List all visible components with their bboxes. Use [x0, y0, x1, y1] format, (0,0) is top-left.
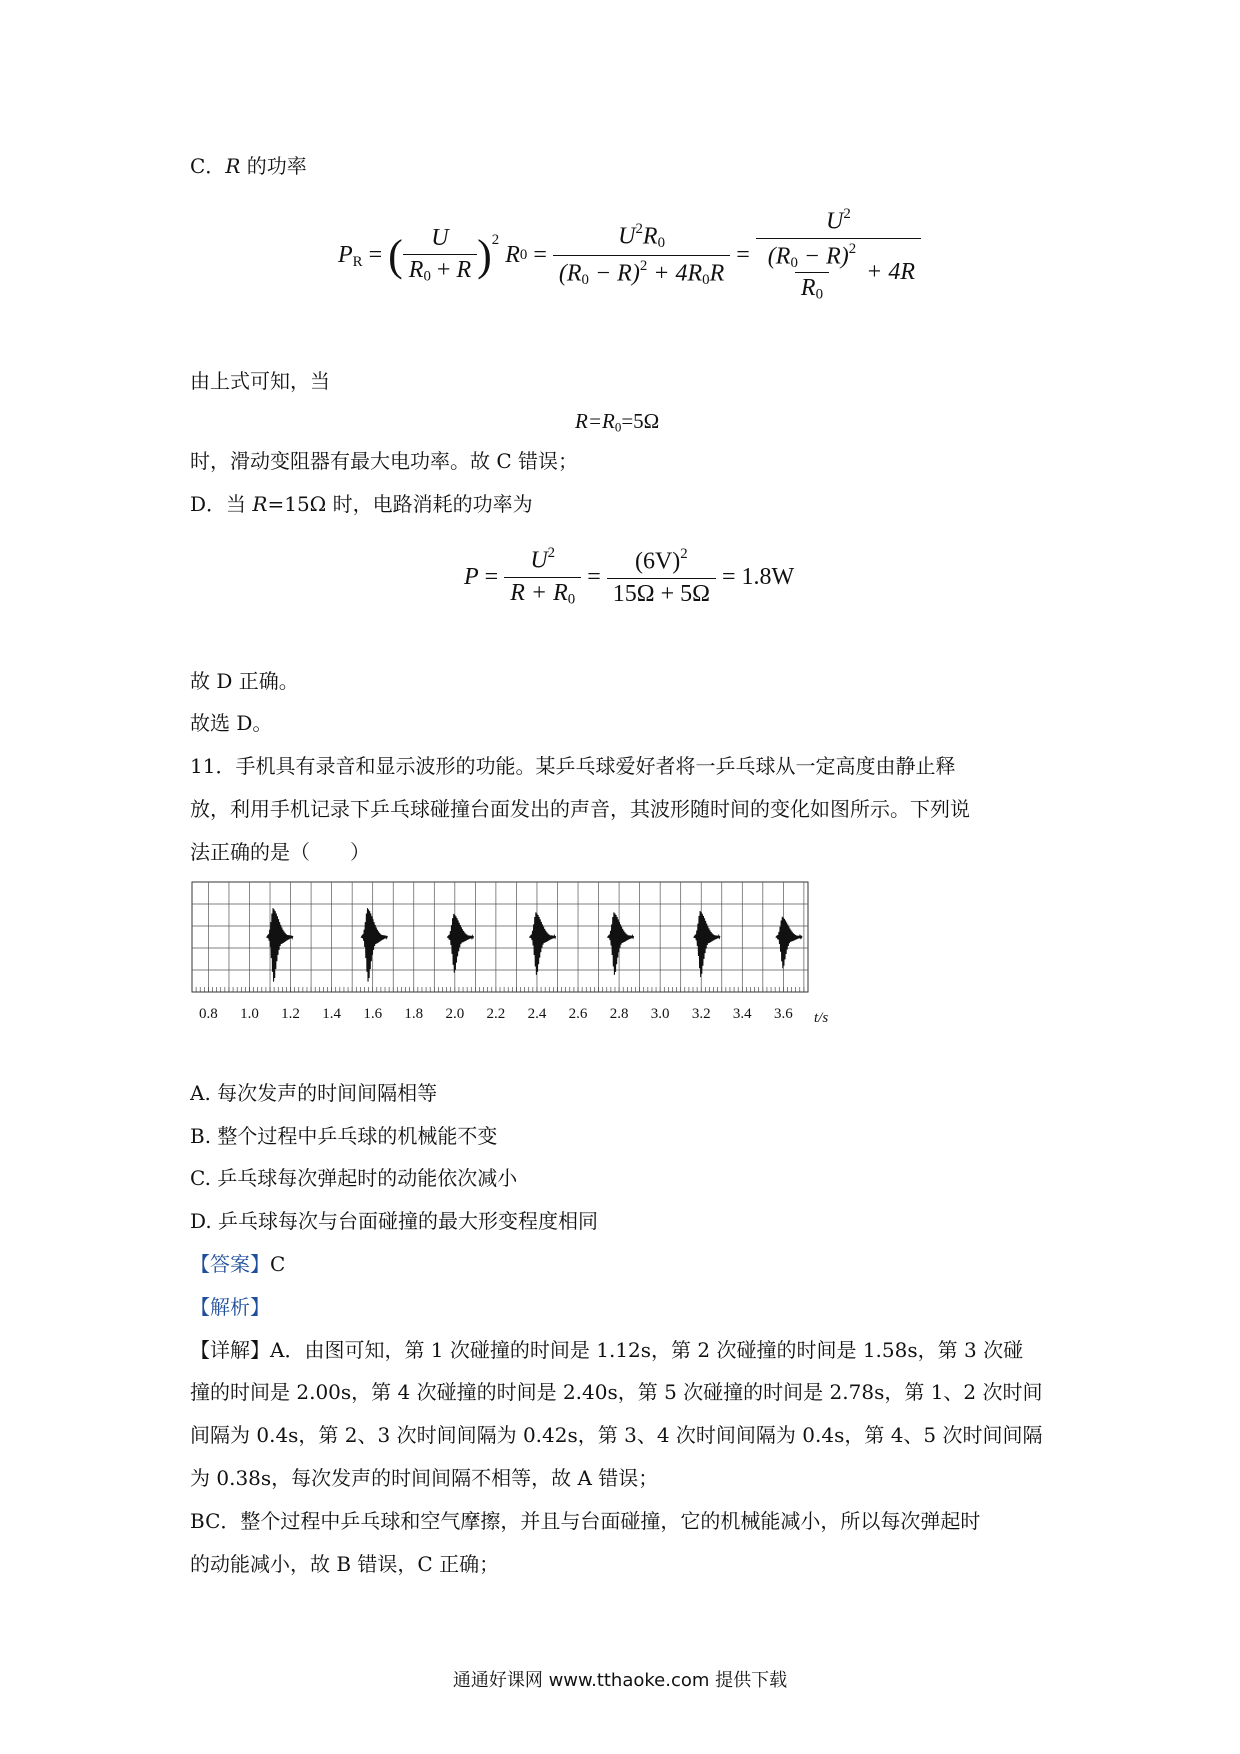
inner-fraction	[762, 241, 862, 304]
detail-line: 间隔为 0.4s，第 2、3 次时间间隔为 0.42s，第 3、4 次时间间隔为 0.4s，第 4、5 次时间间隔	[190, 1423, 1043, 1447]
sound-burst	[266, 908, 292, 981]
sq: 2	[848, 240, 857, 257]
sound-burst	[776, 917, 802, 968]
eq-sign: =	[533, 241, 547, 268]
detail-line: 撞的时间是 2.00s，第 4 次碰撞的时间是 2.40s，第 5 次碰撞的时间是 2.78s，第 1、2 次时间	[190, 1380, 1043, 1404]
x-tick-label: 3.2	[691, 1006, 711, 1022]
sub-zero: 0	[567, 591, 576, 608]
sound-burst	[529, 912, 555, 974]
paren-left: (	[388, 230, 403, 280]
eq-sign: =	[484, 563, 499, 590]
eq-sign: =	[736, 241, 750, 268]
sq: 2	[635, 221, 643, 238]
fraction-final	[756, 206, 921, 303]
text-d-correct: 故 D 正确。	[190, 669, 299, 693]
sub-zero: 0	[815, 286, 824, 303]
sq: 2	[680, 546, 688, 563]
numerator	[629, 546, 694, 577]
x-tick-label: 2.0	[445, 1006, 465, 1022]
x-tick-label: 2.2	[486, 1006, 506, 1022]
detail-line: BC．整个过程中乒乓球和空气摩擦，并且与台面碰撞，它的机械能减小，所以每次弹起时	[190, 1509, 981, 1533]
sound-burst	[361, 908, 387, 981]
denominator	[553, 255, 730, 289]
answer-tag: 【答案】	[190, 1252, 270, 1276]
x-tick-label: 1.8	[404, 1006, 424, 1022]
sound-burst	[447, 914, 473, 973]
paren-right: )	[477, 230, 492, 280]
plus: +	[430, 256, 457, 283]
sub-zero: 0	[790, 254, 798, 271]
text-when: 由上式可知，当	[190, 369, 330, 393]
answer-value: C	[270, 1252, 286, 1276]
detail-line: 的动能减小，故 B 错误，C 正确；	[190, 1552, 500, 1576]
b: − R)	[797, 243, 849, 270]
sub-zero: 0	[702, 271, 710, 288]
denominator	[403, 254, 477, 286]
x-tick-label: 3.4	[732, 1006, 752, 1022]
variable-r: R	[252, 492, 268, 516]
x-tick-label: 1.0	[240, 1006, 259, 1022]
option-c: C. 乒乓球每次弹起时的动能依次减小	[190, 1166, 518, 1190]
result: = 1.8W	[721, 563, 795, 590]
x-tick-label: 3.6	[773, 1006, 793, 1022]
sub-zero: 0	[423, 268, 431, 285]
condition-equation	[575, 407, 659, 441]
fraction-expanded	[553, 221, 730, 288]
denominator	[504, 577, 581, 609]
numerator: U	[431, 224, 449, 251]
text-conclusion-c: 时，滑动变阻器有最大电功率。故 C 错误；	[190, 449, 579, 473]
question-11-line2: 放，利用手机记录下乒乓球碰撞台面发出的声音，其波形随时间的变化如图所示。下列说	[190, 797, 970, 821]
eq-p: P	[464, 563, 479, 590]
sound-burst	[694, 911, 720, 977]
option-d: D. 乒乓球每次与台面碰撞的最大形变程度相同	[190, 1209, 599, 1233]
den-d: R	[709, 259, 725, 286]
option-a: A. 每次发声的时间间隔相等	[190, 1081, 438, 1105]
fraction-u2	[504, 545, 581, 608]
x-tick-label: 1.6	[363, 1006, 383, 1022]
inner-den	[795, 272, 829, 304]
inner-num	[762, 241, 862, 272]
power-equation-total	[464, 532, 794, 622]
denominator	[756, 238, 921, 304]
a: (R	[767, 243, 791, 270]
variable-r: R	[225, 154, 241, 178]
option-b: B. 整个过程中乒乓球的机械能不变	[190, 1124, 498, 1148]
numerator	[820, 206, 857, 237]
option-label: C．	[190, 154, 226, 178]
r-eq-r: R=R	[575, 409, 615, 433]
x-tick-label: 0.8	[199, 1006, 218, 1022]
question-11-line1: 11．手机具有录音和显示波形的功能。某乒乓球爱好者将一乒乓球从一定高度由静止释	[190, 754, 956, 778]
analysis-tag: 【解析】	[190, 1295, 270, 1319]
x-axis-label: t/s	[814, 1010, 828, 1026]
sub-zero: 0	[519, 246, 528, 263]
den-r2: R	[456, 256, 472, 283]
r: R	[510, 579, 525, 606]
sub-zero: 0	[614, 419, 622, 435]
section-d-intro	[190, 490, 533, 518]
text-choose-d: 故选 D。	[190, 711, 273, 735]
sq: 2	[843, 206, 851, 223]
eq-p-sub: R	[352, 253, 363, 270]
fraction-u-over-sum	[403, 225, 477, 286]
detail-line: 【详解】A．由图可知，第 1 次碰撞的时间是 1.12s，第 2 次碰撞的时间是 1.58s，第 3 次碰	[190, 1338, 1024, 1362]
question-11-line3: 法正确的是（ ）	[190, 840, 370, 864]
detail-line: 为 0.38s，每次发声的时间间隔不相等，故 A 错误；	[190, 1466, 659, 1490]
den-b: − R)	[588, 259, 640, 286]
power-equation-r	[338, 200, 921, 310]
x-tick-label: 2.4	[527, 1006, 547, 1022]
intro-text: 的功率	[240, 154, 307, 178]
eq-sign: =	[368, 241, 383, 268]
r-zero: R	[505, 241, 520, 268]
sound-burst	[607, 912, 633, 974]
sub-zero: 0	[657, 235, 665, 252]
six-volt: (6V)	[634, 548, 681, 575]
x-tick-label: 2.6	[568, 1006, 588, 1022]
den-r: R	[408, 256, 424, 283]
x-tick-label: 3.0	[650, 1006, 670, 1022]
plus-r: + R	[524, 579, 568, 606]
u: U	[618, 223, 636, 250]
eq-5ohm: =5Ω	[621, 409, 660, 433]
answer-line	[190, 1250, 285, 1278]
sub-zero: 0	[581, 271, 589, 288]
sound-waveform-chart	[188, 880, 828, 1030]
numerator	[524, 545, 561, 576]
x-tick-label: 2.8	[609, 1006, 629, 1022]
r: R	[642, 223, 658, 250]
numerator	[612, 221, 671, 254]
x-tick-label: 1.2	[281, 1006, 300, 1022]
sq: 2	[547, 545, 556, 562]
plus-4r: + 4R	[866, 258, 916, 285]
u: U	[826, 208, 844, 235]
intro-text: =15Ω 时，电路消耗的功率为	[267, 492, 533, 516]
den-c: + 4R	[647, 259, 703, 286]
fraction-numeric	[607, 546, 716, 607]
c: R	[800, 274, 816, 301]
section-c-intro	[190, 152, 307, 180]
eq-p: P	[338, 241, 353, 268]
page-footer: 通通好课网 www.tthaoke.com 提供下载	[452, 1670, 788, 1691]
u: U	[530, 547, 548, 574]
option-label: D．当	[190, 492, 253, 516]
denominator: 15Ω + 5Ω	[607, 578, 716, 608]
sq: 2	[639, 257, 648, 274]
den-a: (R	[558, 259, 582, 286]
x-tick-label: 1.4	[322, 1006, 342, 1022]
square: 2	[491, 231, 500, 248]
eq-sign: =	[587, 563, 601, 590]
